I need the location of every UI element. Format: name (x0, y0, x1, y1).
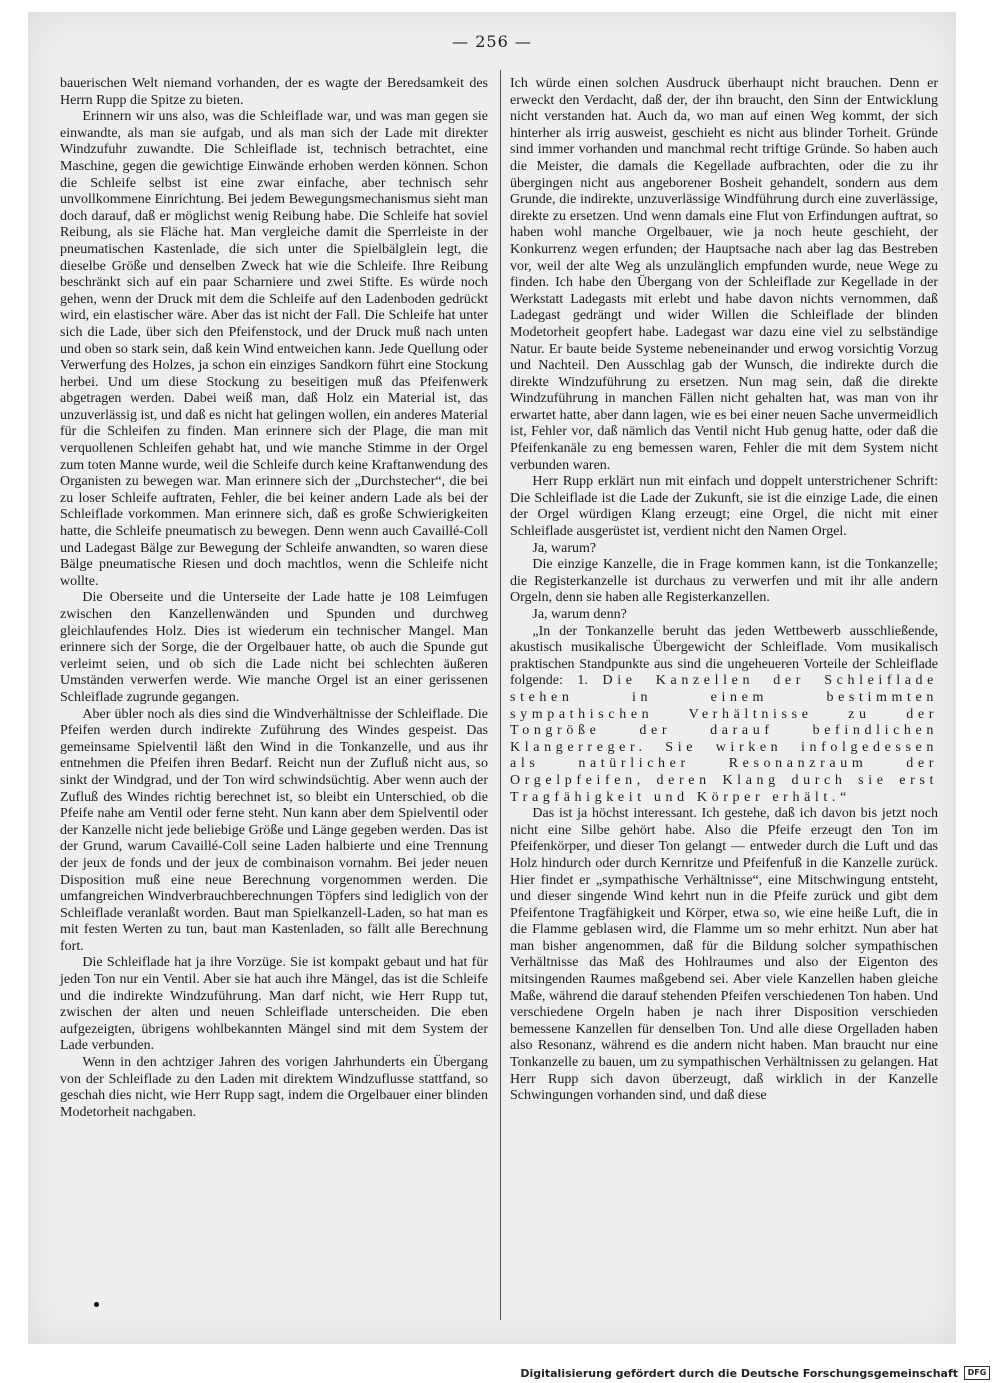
paragraph (510, 624, 938, 807)
paragraph (510, 806, 938, 1105)
paragraph-text: Erinnern wir uns also, was die Schleiflade war, und was man gegen sie einwandte, als man sie aufgab, und als man sich der Lade mit direkter Windzufuhr zuwandte. Die Schleiflade ist, technisch betrachtet, eine Maschine, gegen die gewichtige Einwände erhoben werden können. Schon die Schleife selbst ist eine zwar einfache, aber technisch sehr unvollkommene Einrichtung. Bei jedem Bewegungsmechanismus sieht man doch darauf, daß er möglichst wenig Reibung habe. Die Schleife hat soviel Reibung, als sie Fläche hat. Man vergleiche damit die Sperrleiste in der pneumatischen Kastenlade, die sich unter die Spielbälglein legt, die dieselbe Größe und denselben Zweck hat wie die Schleife. Ihre Reibung beschränkt sich auf ein paar Scharniere und zwei Stifte. Es würde noch gehen, wenn der Druck mit dem die Schleife auf den Ladenboden gedrückt wird, ein elastischer wäre. Aber das ist nicht der Fall. Die Schleife hat unter sich die Lade, über sich den Pfeifenstock, und der Druck muß nach unten und oben so stark sein, daß kein Wind entweichen kann. Jede Quellung oder Verwerfung des Holzes, ja schon ein einziges Sandkorn führt eine Stockung herbei. Und um diese Stockung zu beseitigen muß das Pfeifenwerk abgetragen werden. Dabei weiß man, daß Holz ein Material ist, das unzuverlässig ist, und daß es nicht hat gelingen wollen, ein anderes Material für die Schleifen zu finden. Man erinnere sich der Plage, die man mit verquollenen Schleifen gehabt hat, und wie manche Stimme in der Orgel zum toten Manne wurde, weil die Schleife durch keine Kraftanwendung des Organisten zu bewegen war. Man erinnere sich der „Durchstecher“, die bei zu loser Schleife auftraten, Fehler, die bei keiner andern Lade als bei der Schleiflade vorkommen. Man erinnere sich, daß es große Schwierigkeiten hatte, die Schleife pneumatisch zu bewegen. Denn wenn auch Cavaillé-Coll und Ladegast Bälge zur Bewegung der Schleife anwandten, so waren diese Bälge pneumatische Riesen und doch machtlos, wenn die Schleife nicht wollte. (60, 109, 488, 589)
paragraph (510, 474, 938, 540)
paragraph-text: Ja, warum denn? (532, 607, 627, 622)
spaced-emphasis-text: Die Kanzellen der Schleiflade stehen in einem bestimmten sympathischen Verhältnisse zu der Tongröße der darauf befindlichen Klangerreger. Sie wirken infolgedessen als natürlicher Resonanzraum der Orgelpfeifen, deren Klang durch sie erst Tragfähigkeit und Körper erhält.“ (510, 673, 938, 805)
paragraph (510, 541, 938, 558)
page-scan (28, 12, 956, 1344)
footer-credit (520, 1366, 990, 1380)
paragraph (510, 557, 938, 607)
paragraph (60, 955, 488, 1055)
paragraph (60, 707, 488, 956)
page-number: — 256 — (452, 32, 532, 51)
paragraph-text: Die Oberseite und die Unterseite der Lade hatte je 108 Leimfugen zwischen den Kanzellenwänden und Spunden und durchweg gleichlaufendes Holz. Dies ist wiederum ein technischer Mangel. Man erinnere sich der Sorge, die der Orgelbauer hatte, ob auch die Spunde gut verleimt seien, und ob sich die Lade nicht bei schlechten äußeren Umständen verwerfen werde. Wie manche Orgel ist an einer gerissenen Schleiflade zugrunde gegangen. (60, 590, 488, 705)
paragraph-text: Aber übler noch als dies sind die Windverhältnisse der Schleiflade. Die Pfeifen werden durch indirekte Zuführung des Windes gespeist. Das gemeinsame Spielventil läßt den Wind in die Tonkanzelle, und aus ihr entnehmen die Pfeifen ihren Bedarf. Reicht nun der Zufluß nicht aus, so sinkt der Windgrad, und der Ton wird schwindsüchtig. Aber wenn auch der Zufluß des Windes richtig berechnet ist, so bleibt ein Unterschied, ob die Pfeife nahe am Ventil oder ferne steht. Nun kann aber dem Spielventil oder der Kanzelle nicht jede beliebige Größe und Länge gegeben werden. Das ist der Grund, warum Cavaillé-Coll seine Laden halbierte und eine Trennung der jeux de fonds und der jeux de combinaison vornahm. Bei jeder neuen Disposition muß eine neue Berechnung vorgenommen werden. Die umfangreichen Windverbrauchberechnungen Töpfers sind lediglich von der Schleiflade veranlaßt worden. Baut man Spielkanzell-Laden, so hat man es mit festen Werten zu tun, baut man Kastenladen, so fällt alle Berechnung fort. (60, 706, 488, 954)
paragraph-text: „In der Tonkanzelle beruht das jeden Wettbewerb ausschließende, akustisch musikalische Übergewicht der Schleiflade. Vom musikalisch praktischen Standpunkte aus sind die ungeheueren Vorteile der Schleiflade folgende: 1. (510, 623, 938, 689)
paragraph-text: Die einzige Kanzelle, die in Frage kommen kann, ist die Tonkanzelle; die Registerkanzelle ist durchaus zu verwerfen und mit ihr alle andern Orgeln, denn sie haben alle Registerkanzellen. (510, 557, 938, 606)
left-column (60, 76, 488, 1121)
paragraph (510, 76, 938, 474)
paragraph (60, 109, 488, 590)
ink-speck (94, 1302, 99, 1307)
paragraph (510, 607, 938, 624)
column-divider (500, 70, 501, 1320)
paragraph-text: bauerischen Welt niemand vorhanden, der es wagte der Beredsamkeit des Herrn Rupp die Spitze zu bieten. (60, 76, 488, 108)
paragraph (60, 1055, 488, 1121)
right-column (510, 76, 938, 1105)
paragraph-text: Die Schleiflade hat ja ihre Vorzüge. Sie ist kompakt gebaut und hat für jeden Ton nur ein Ventil. Aber sie hat auch ihre Mängel, das ist die Schleife und die indirekte Windzuführung. Man darf nicht, wie Herr Rupp tut, zwischen der alten und neuen Schleiflade unterscheiden. Die eben aufgezeigten, übrigens wohlbekannten Mängel sind mit dem System der Lade verbunden. (60, 955, 488, 1054)
dfg-logo-icon: DFG (964, 1366, 990, 1380)
paragraph-text: Ich würde einen solchen Ausdruck überhaupt nicht brauchen. Denn er erweckt den Verdacht, daß der, der ihn braucht, den Sinn der Entwicklung nicht verstanden hat. Auch da, wo man auf einen Weg kommt, der sich hinterher als irrig ausweist, geschieht es nicht aus blinder Torheit. Gründe sind immer vorhanden und manchmal recht triftige Gründe. So haben auch die Meister, die damals die Kegellade aufbrachten, oder die zu ihr übergingen nicht aus angeborener Bosheit gehandelt, sondern aus dem Grunde, die indirekte, unzuverlässige Windführung durch eine zuverlässige, direkte zu ersetzen. Und wenn damals eine Flut von Erfindungen auftrat, so haben wohl manche Orgelbauer, wie ja noch heute geschieht, der Konkurrenz wegen erfunden; der Hauptsache nach aber lag das Bestreben vor, weil der alte Weg als unzulänglich empfunden wurde, neue Wege zu finden. Ich habe den Übergang von der Schleiflade zur Kegellade in der Werkstatt Ladegasts mit erlebt und habe davon nichts vernommen, daß Ladegast gedrängt und wider Willen die Schleiflade der blinden Modetorheit geopfert habe. Ladegast war dazu eine viel zu selbständige Natur. Er baute beide Systeme nebeneinander und erwog vorsichtig Vorzug und Nachteil. Den Ausschlag gab der Wunsch, die indirekte durch die direkte Windzuführung zu ersetzen. Nun mag sein, daß die direkte Windzuführung in manchen Fällen nicht gehalten hat, was man von ihr erwartet hatte, aber dann lagen, wie es bei einer neuen Sache unvermeidlich ist, Fehler vor, daß nämlich das Ventil nicht Hub genug hatte, oder daß die Pfeifenkanäle zu eng bemessen waren, Fehler die mit dem System nicht verbunden waren. (510, 76, 938, 473)
paragraph (60, 76, 488, 109)
paragraph-text: Wenn in den achtziger Jahren des vorigen Jahrhunderts ein Übergang von der Schleiflade zu den Laden mit direktem Windzuflusse stattfand, so geschah dies nicht, wie Herr Rupp sagt, indem die Orgelbauer einer blinden Modetorheit nachgaben. (60, 1055, 488, 1120)
paragraph-text: Das ist ja höchst interessant. Ich gestehe, daß ich davon bis jetzt noch nicht eine Silbe gehört habe. Also die Pfeife erzeugt den Ton im Pfeifenkörper, und dieser Ton gelangt — entweder durch die Luft und das Holz hindurch oder durch Kernritze und Pfeifenfuß in die Kanzelle zurück. Hier findet er „sympathische Verhältnisse“, eine Mitschwingung entsteht, und dieser singende Wind kehrt nun in die Pfeife zurück und gibt dem Pfeifentone Tragfähigkeit und Körper, etwa so, wie eine heiße Luft, die in die Flamme geblasen wird, die Flamme um so mehr erhitzt. Nun aber hat man bisher angenommen, daß für die Bildung solcher sympathischen Verhältnisse das Maß des Hohlraumes und also der Eigenton des mitsingenden Raumes maßgebend sei. Aber viele Kanzellen haben gleiche Maße, während die darauf stehenden Pfeifen verschiedenen Ton haben. Und verschiedene Orgeln haben je nach ihrer Disposition verschieden bemessene Kanzellen für denselben Ton. Und alle diese Orgelladen haben also Resonanz, während es die andern nicht haben. Man braucht nur eine Tonkanzelle zu bauen, um zu sympathischen Verhältnissen zu gelangen. Hat Herr Rupp sich davon überzeugt, daß wirklich in der Kanzelle Schwingungen vorhanden sind, und daß diese (510, 806, 938, 1104)
paragraph-text: Ja, warum? (532, 540, 597, 556)
paragraph (60, 590, 488, 706)
paragraph-text: Herr Rupp erklärt nun mit einfach und doppelt unterstrichener Schrift: Die Schleiflade ist die Lade der Zukunft, sie ist die einzige Lade, die einen der Orgel würdigen Klang erzeugt; eine Orgel, die nicht mit einer Schleiflade ausgerüstet ist, verdient nicht den Namen Orgel. (510, 474, 938, 540)
footer-text: Digitalisierung gefördert durch die Deutsche Forschungsgemeinschaft (520, 1366, 958, 1380)
